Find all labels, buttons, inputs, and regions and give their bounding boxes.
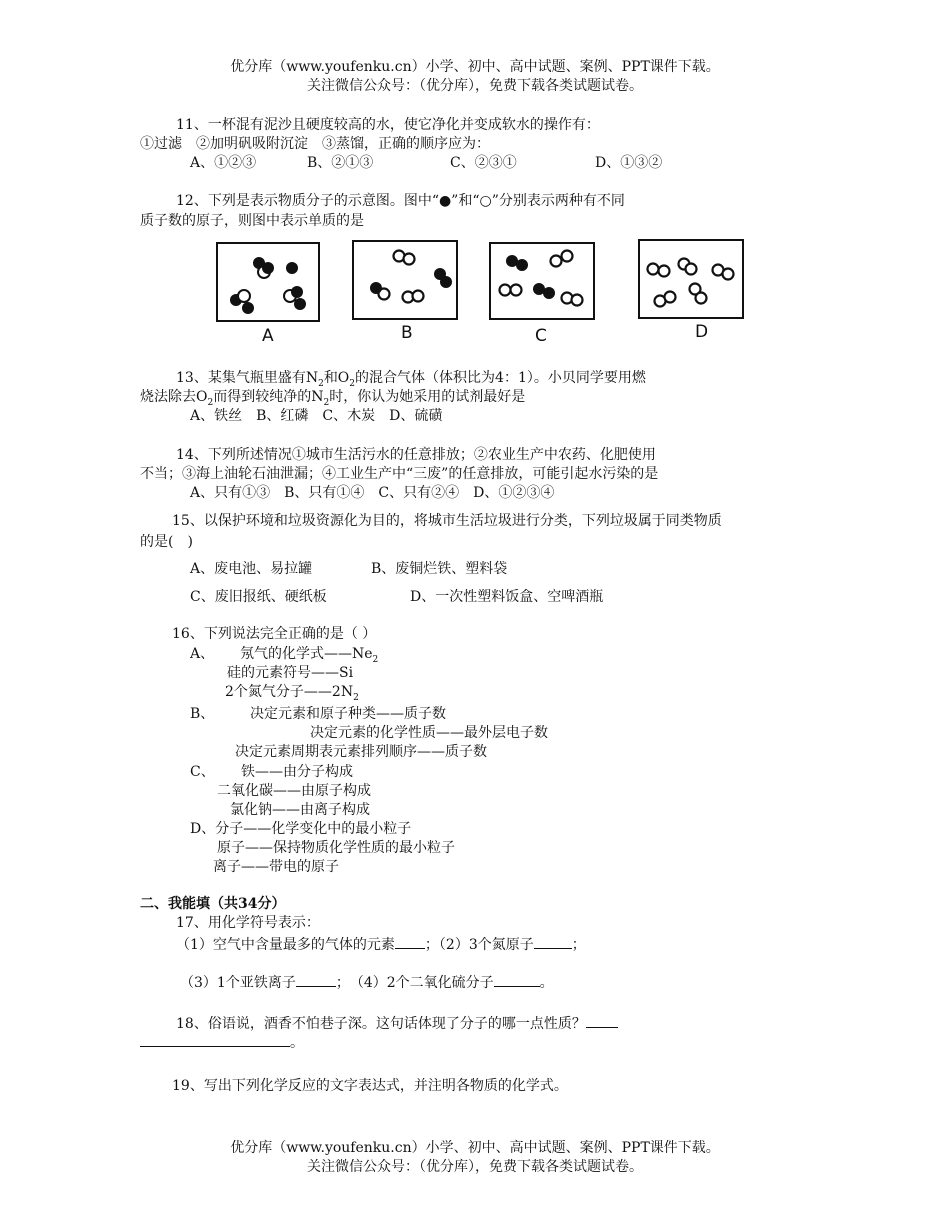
q14-options: A、只有①③ B、只有①④ C、只有②④ D、①②③④ xyxy=(190,485,555,501)
q17-blank-3[interactable] xyxy=(296,973,336,987)
q16-d-3: 离子——带电的原子 xyxy=(213,859,339,875)
q15-option-a: A、废电池、易拉罐 xyxy=(190,561,313,577)
q16-c-2: 二氧化碳——由原子构成 xyxy=(217,783,371,799)
q12-stem-2: 质子数的原子，则图中表示单质的是 xyxy=(140,213,364,229)
q11-option-a: A、①②③ xyxy=(190,155,257,171)
q16-a-1-text: 氖气的化学式——Ne xyxy=(240,646,373,662)
q16-c-3: 氯化钠——由离子构成 xyxy=(230,802,370,818)
q17-blank-4[interactable] xyxy=(494,973,540,987)
q16-a-3-text: 2个氮气分子——2N xyxy=(225,684,354,700)
q11-option-b: B、②①③ xyxy=(307,155,374,171)
q16-a-label: A、 xyxy=(190,646,215,662)
diagram-d-label: D xyxy=(695,322,709,342)
diagram-b-label: B xyxy=(401,323,413,343)
q17-part-3: （3）1个亚铁离子 xyxy=(180,975,296,991)
diagram-c-label: C xyxy=(535,326,547,346)
q15-option-c: C、废旧报纸、硬纸板 xyxy=(190,589,327,605)
q17-blank-1[interactable] xyxy=(395,935,425,949)
q16-b-1: 决定元素和原子种类——质子数 xyxy=(250,706,446,722)
q16-c-1: 铁——由分子构成 xyxy=(241,764,353,780)
q16-stem: 16、下列说法完全正确的是（ ） xyxy=(172,626,377,642)
section-2-title: 二、我能填（共34分） xyxy=(140,896,286,912)
q16-a-3 xyxy=(225,683,359,701)
q13-sub-o2: 2 xyxy=(349,378,356,389)
q18-text: 18、俗语说，酒香不怕巷子深。这句话体现了分子的哪一点性质？ xyxy=(176,1016,586,1032)
diagram-b xyxy=(352,240,458,320)
q13-text-2c: 时，你认为她采用的试剂最好是 xyxy=(329,389,526,405)
diagram-a-label: A xyxy=(262,326,274,346)
q14-line-1: 14、下列所述情况①城市生活污水的任意排放；②农业生产中农药、化肥使用 xyxy=(176,447,656,463)
q18-blank-1[interactable] xyxy=(586,1014,618,1028)
q11-option-d: D、①③② xyxy=(595,155,663,171)
q15-option-b: B、废铜烂铁、塑料袋 xyxy=(371,561,508,577)
q15-option-d: D、一次性塑料饭盒、空啤酒瓶 xyxy=(410,589,604,605)
q16-a-1 xyxy=(240,645,378,663)
q17-part-4-tail: 。 xyxy=(539,975,554,991)
header-line-1: 优分库（www.youfenku.cn）小学、初中、高中试题、案例、PPT课件下载。 xyxy=(230,59,720,75)
q18-end: 。 xyxy=(290,1035,304,1051)
q18-line-1 xyxy=(176,1014,618,1033)
footer-line-2: 关注微信公众号：（优分库），免费下载各类试题试卷。 xyxy=(307,1159,643,1175)
q15-line-1: 15、以保护环境和垃圾资源化为目的，将城市生活垃圾进行分类，下列垃圾属于同类物质 xyxy=(172,513,722,529)
q17-blank-2[interactable] xyxy=(534,935,572,949)
header-line-2: 关注微信公众号：（优分库），免费下载各类试题试卷。 xyxy=(307,78,643,94)
q16-b-3: 决定元素周期表元素排列顺序——质子数 xyxy=(235,744,487,760)
q18-line-2 xyxy=(140,1033,304,1052)
footer-line-1: 优分库（www.youfenku.cn）小学、初中、高中试题、案例、PPT课件下载。 xyxy=(230,1140,720,1156)
q17-line-1 xyxy=(176,935,586,954)
q19-line-1: 19、写出下列化学反应的文字表达式，并注明各物质的化学式。 xyxy=(172,1078,568,1094)
q13-text-1b: 和O xyxy=(323,370,350,386)
q16-a-1-sub: 2 xyxy=(372,654,379,665)
q13-text-1c: 的混合气体（体积比为4：1）。小贝同学要用燃 xyxy=(355,370,646,386)
q13-options: A、铁丝 B、红磷 C、木炭 D、硫磺 xyxy=(190,408,443,424)
q16-d-2: 原子——保持物质化学性质的最小粒子 xyxy=(217,840,455,856)
q12-stem-1: 12、下列是表示物质分子的示意图。图中“●”和“○”分别表示两种有不同 xyxy=(176,193,625,209)
q18-blank-2[interactable] xyxy=(140,1033,290,1047)
q11-option-c: C、②③① xyxy=(450,155,517,171)
q17-part-1: （1）空气中含量最多的气体的元素 xyxy=(176,937,395,953)
q13-sub-o2b: 2 xyxy=(207,397,214,408)
q13-sub-n2b: 2 xyxy=(323,397,330,408)
q13-sub-n2: 2 xyxy=(318,378,324,389)
q16-b-label: B、 xyxy=(190,706,215,722)
q13-text-2b: 而得到较纯净的N xyxy=(213,389,324,405)
q17-stem: 17、用化学符号表示： xyxy=(176,915,320,931)
diagram-d xyxy=(638,239,744,319)
q16-c-label: C、 xyxy=(190,764,215,780)
q17-part-2-tail: ； xyxy=(571,937,586,953)
q11-stem: 11、一杯混有泥沙且硬度较高的水，使它净化并变成软水的操作有： xyxy=(176,117,600,133)
q16-a-3-sub: 2 xyxy=(353,692,359,703)
diagram-a xyxy=(216,242,320,322)
q13-line-1 xyxy=(176,369,646,387)
q17-line-2 xyxy=(180,973,554,992)
q13-text-2a: 烧法除去O xyxy=(140,389,208,405)
diagram-c xyxy=(489,242,595,320)
q11-steps: ①过滤 ②加明矾吸附沉淀 ③蒸馏，正确的顺序应为： xyxy=(140,136,490,152)
q15-line-2: 的是( ) xyxy=(140,534,193,550)
q16-a-2: 硅的元素符号——Si xyxy=(227,665,354,681)
q17-part-4: ； （4）2个二氧化硫分子 xyxy=(335,975,494,991)
q16-b-2: 决定元素的化学性质——最外层电子数 xyxy=(310,725,548,741)
q13-line-2 xyxy=(140,388,525,406)
q16-d-1: D、分子——化学变化中的最小粒子 xyxy=(190,821,412,837)
q13-text-1a: 13、某集气瓶里盛有N xyxy=(176,370,319,386)
q17-part-2: ；（2）3个氮原子 xyxy=(424,937,534,953)
q14-line-2: 不当；③海上油轮石油泄漏；④工业生产中“三废”的任意排放，可能引起水污染的是 xyxy=(140,466,659,482)
